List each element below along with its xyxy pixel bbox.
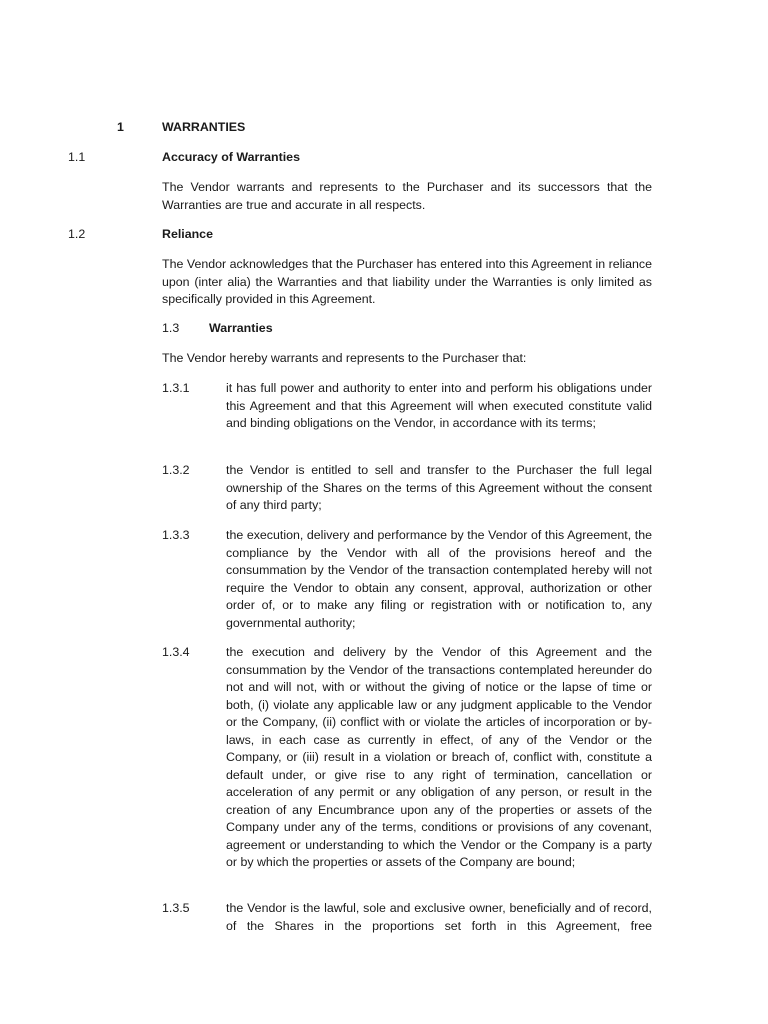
item-1-3-5-number: 1.3.5: [162, 901, 190, 915]
clause-1-2-text: The Vendor acknowledges that the Purchaser has entered into this Agreement in reliance upon (inter alia) the Warranties and that liability under the Warranties is only limited as specifically provided in this Agreement.: [162, 257, 652, 306]
item-1-3-1-number: 1.3.1: [162, 381, 190, 395]
item-1-3-1-text: it has full power and authority to enter into and perform his obligations under this Agreement and that this Agreement will when executed constitute valid and binding obligations on the Vendor, in accordance with its terms;: [226, 381, 652, 430]
section-title: WARRANTIES: [162, 120, 246, 134]
section-number: 1: [117, 120, 124, 134]
clause-1-3-intro: The Vendor hereby warrants and represents to the Purchaser that:: [162, 351, 527, 365]
clause-1-1-heading: Accuracy of Warranties: [162, 150, 300, 164]
item-1-3-4-number: 1.3.4: [162, 645, 190, 659]
item-1-3-2-number: 1.3.2: [162, 463, 190, 477]
clause-1-2-number: 1.2: [68, 227, 86, 241]
clause-1-1-number: 1.1: [68, 150, 86, 164]
item-1-3-3-text: the execution, delivery and performance by the Vendor of this Agreement, the compliance by the Vendor with all of the provisions hereof and the consummation by the Vendor of the transaction contemplated hereby will not require the Vendor to obtain any consent, approval, authorization or other order of, or to make any filing or registration with or notification to, any governmental authority;: [226, 528, 652, 630]
item-1-3-4-text: the execution and delivery by the Vendor of this Agreement and the consummation by the Vendor of the transactions contemplated hereunder do not and will not, with or without the giving of notice or the lapse of time or both, (i) violate any applicable law or any judgment applicable to the Vendor or the Company, (ii) conflict with or violate the articles of incorporation or by-laws, in each case as currently in effect, of any of the Vendor or the Company, or (iii) result in a violation or breach of, conflict with, constitute a default under, or give rise to any right of termination, cancellation or acceleration of any permit or any obligation of any person, or result in the creation of any Encumbrance upon any of the properties or assets of the Company under any of the terms, conditions or provisions of any covenant, agreement or understanding to which the Vendor or the Company is a party or by which the properties or assets of the Company are bound;: [226, 645, 652, 869]
item-1-3-2-text: the Vendor is entitled to sell and transfer to the Purchaser the full legal ownership of the Shares on the terms of this Agreement without the consent of any third party;: [226, 463, 652, 512]
clause-1-2-heading: Reliance: [162, 227, 213, 241]
clause-1-3-number: 1.3: [162, 321, 180, 335]
clause-1-1-text: The Vendor warrants and represents to the Purchaser and its successors that the Warranties are true and accurate in all respects.: [162, 180, 652, 212]
item-1-3-3-number: 1.3.3: [162, 528, 190, 542]
item-1-3-5-text: the Vendor is the lawful, sole and exclusive owner, beneficially and of record, of the Shares in the proportions set forth in this Agreement, free: [226, 901, 652, 933]
clause-1-3-heading: Warranties: [209, 321, 273, 335]
